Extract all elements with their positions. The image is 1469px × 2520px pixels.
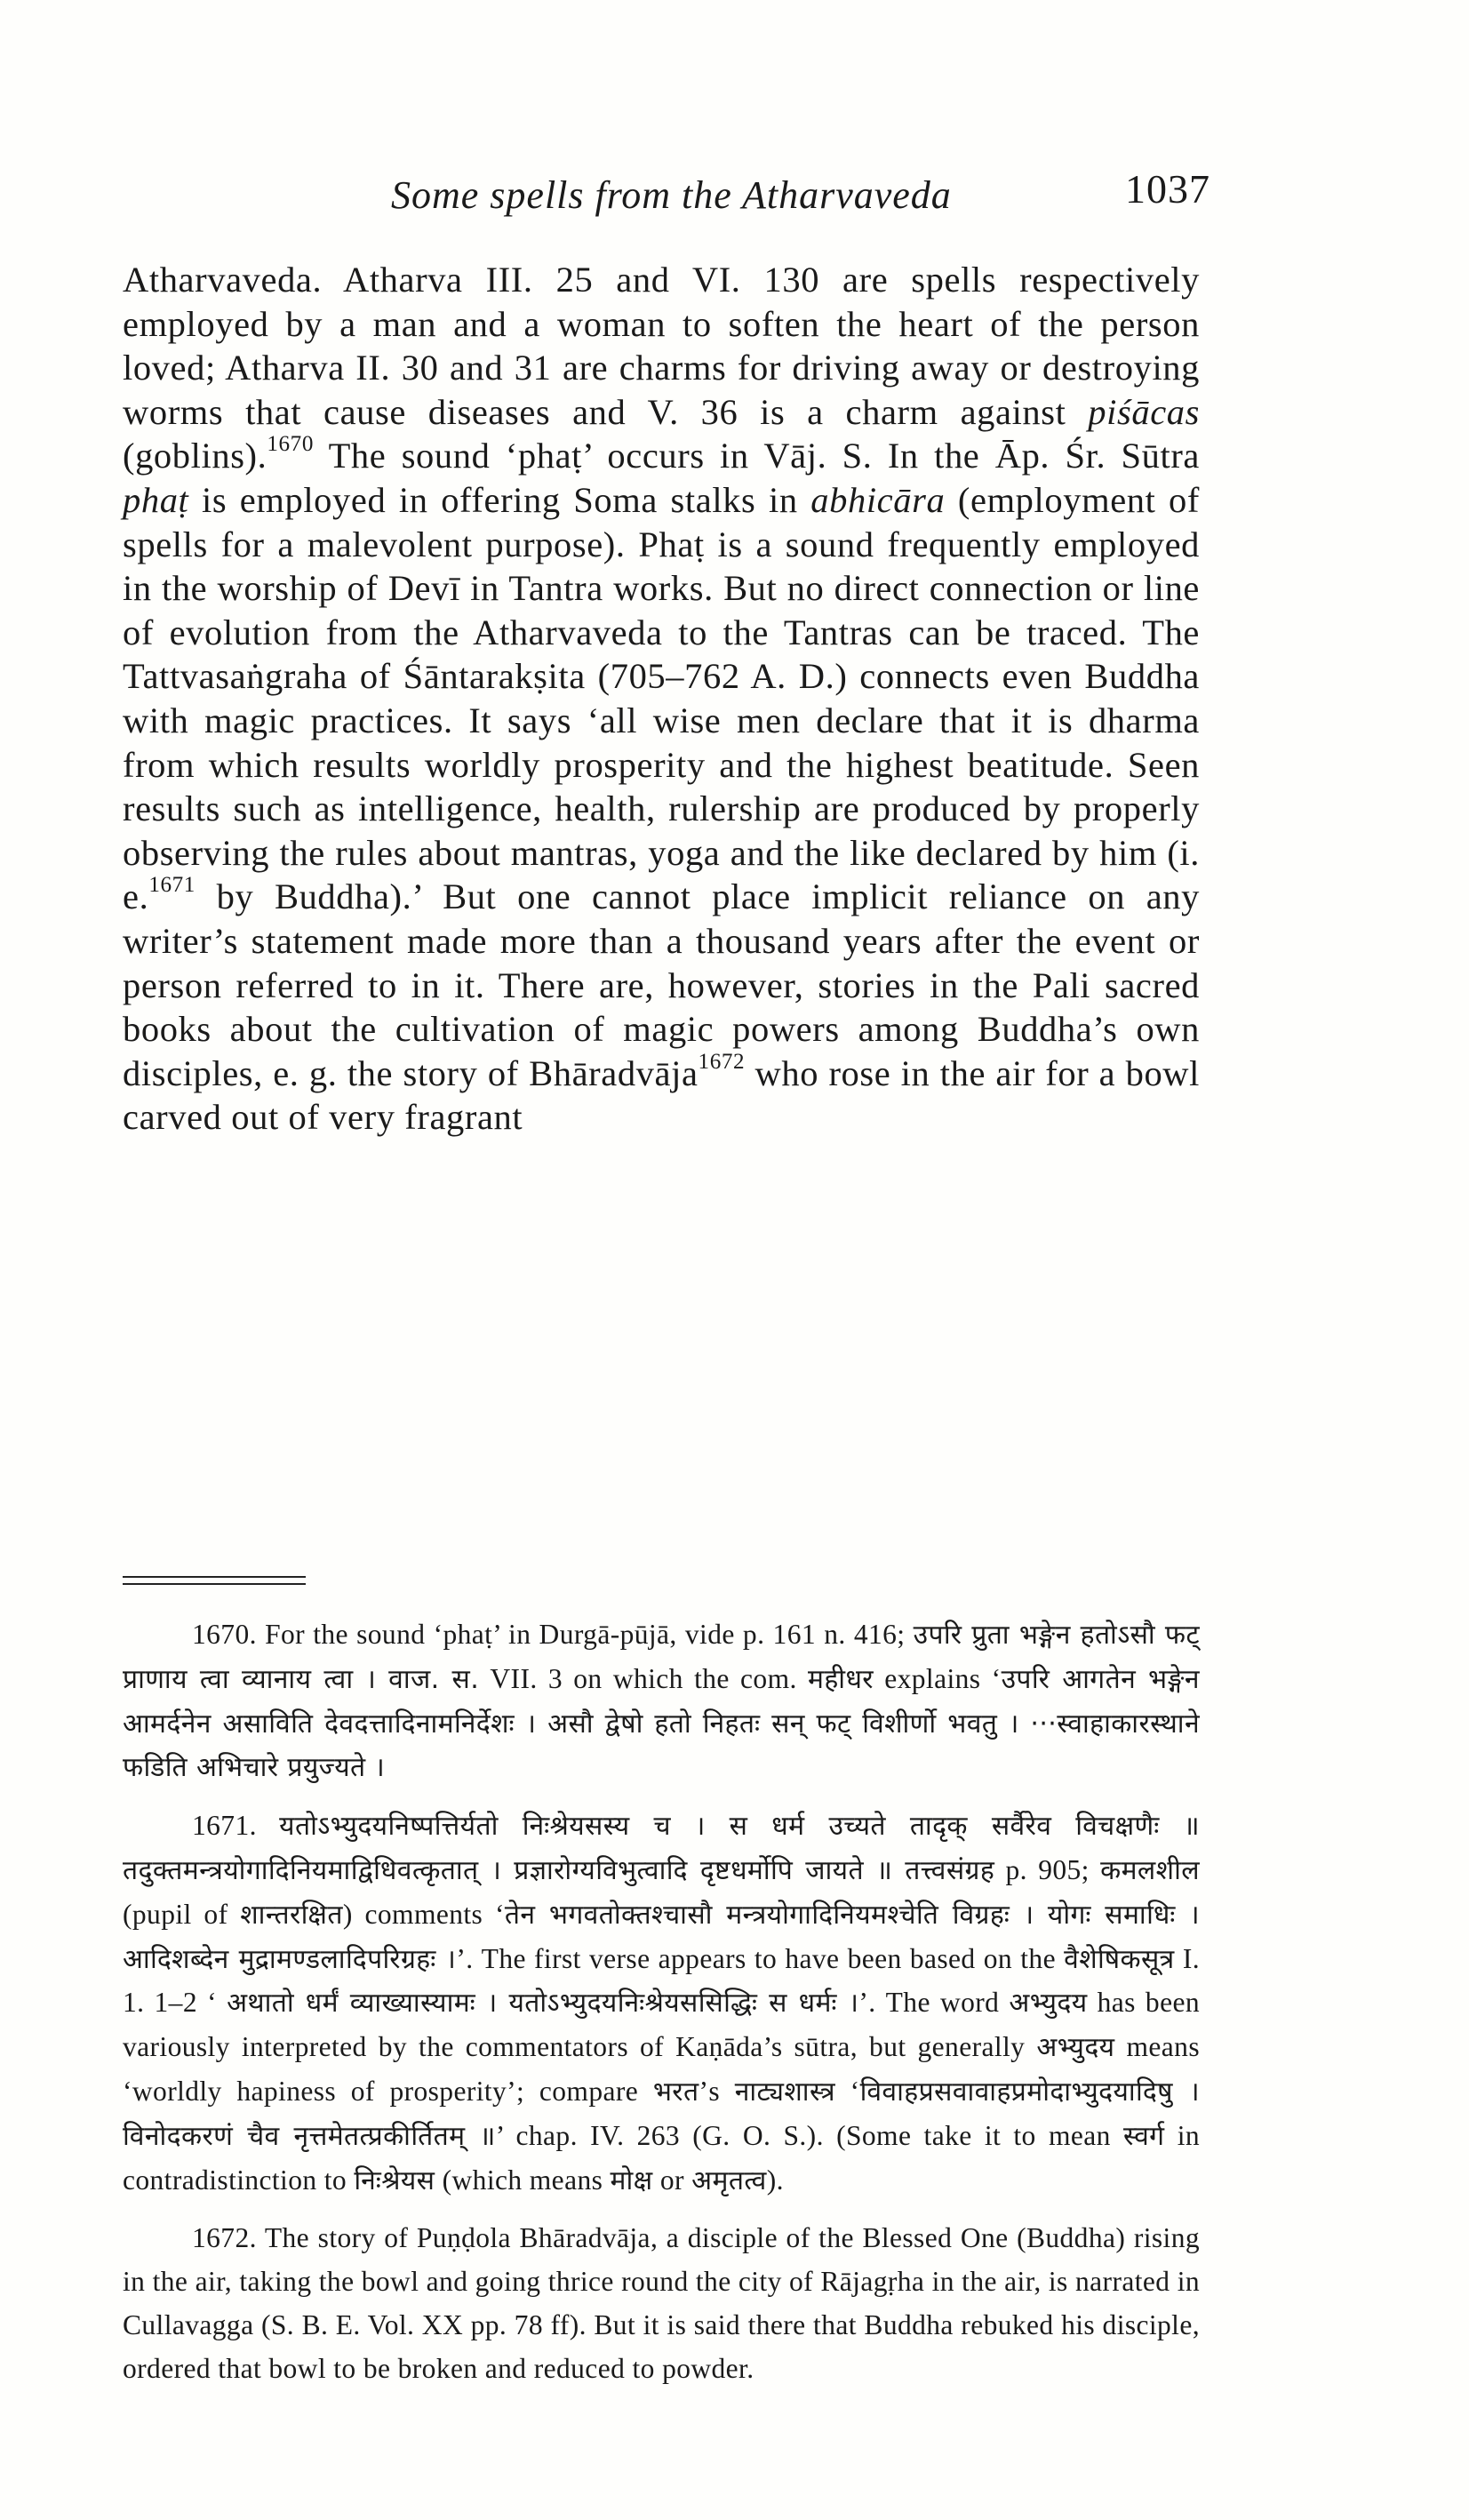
devanagari-text: शान्तरक्षित <box>240 1899 343 1931</box>
page-header <box>0 165 1469 228</box>
footnote-text: The story of Puṇḍola Bhāradvāja, a disciple of the Blessed One (Buddha) rising in the air, taking the bowl and going thrice round the city of Rājagṛha in the air, is narrated in Cullavagga (S. B. E. Vol. XX pp. 78 ff). But it is said there that Buddha rebuked his disciple, ordered that bowl to be broken and reduced to powder. <box>123 2222 1200 2384</box>
footnote-text: p. 905; <box>994 1853 1101 1885</box>
devanagari-text: अभ्युदय <box>1036 2032 1115 2064</box>
devanagari-text: अमृतत्व <box>691 2164 767 2196</box>
main-paragraph <box>123 258 1200 1140</box>
devanagari-text: तेन भगवतोक्तश्चासौ मन्त्रयोगादिनियमश्चेति विग्रहः । योगः समाधिः । आदिशब्देन मुद्रामण्डलादिपरिग्रहः । <box>123 1899 1200 1975</box>
footnote-text: ’. The first verse appears to have been based on the <box>456 1942 1065 1974</box>
footnote-text: ’s <box>699 2075 735 2107</box>
main-text <box>123 258 1200 1140</box>
devanagari-text: यतोऽभ्युदयनिष्पत्तिर्यतो निःश्रेयसस्य च । स धर्म उच्यते तादृक् सर्वैरेव विचक्षणैः ॥ तदुक्तमन्त्रयोगादिनियमाद्विधिवत्कृतात् । प्रज्ञारोग्यविभुत्वादि दृष्टधर्मोपि जायते ॥ तत्त्वसंग्रह <box>123 1811 1200 1886</box>
italic-term: abhicāra <box>810 479 946 520</box>
text-segment: (employment of spells for a malevolent purpose). Phaṭ is a sound frequently employed in the worship of Devī in Tantra works. But no direct connection or line of evolution from the Atharvaveda to the Tantras can be traced. The Tattvasaṅgraha of Śāntarakṣita (705–762 A. D.) connects even Buddha with magic practices. It says ‘all wise men declare that it is dharma from which results worldly prosperity and the highest beatitude. Seen results such as intelligence, health, rulership are produced by properly observing the rules about mantras, yoga and the like declared by him (i. e. <box>123 479 1200 917</box>
footnote-text: ) comments ‘ <box>342 1898 505 1930</box>
devanagari-text: वैशेषिकसूत्र <box>1064 1943 1175 1975</box>
text-segment: who rose in the air for a bowl carved out of very fragrant <box>123 1052 1201 1138</box>
devanagari-text: उपरि प्रुता भङ्गेन हतोऽसौ फट् प्राणाय त्वा व्यानाय त्वा । वाज. स. <box>123 1620 1200 1695</box>
footnote-number: 1672. <box>192 2222 257 2254</box>
footnotes <box>123 1613 1200 2405</box>
devanagari-text: निःश्रेयस <box>354 2164 435 2196</box>
footnote-text: (which means <box>435 2164 611 2196</box>
footnote-text: I. 1. 1–2 ‘ <box>123 1942 1201 2019</box>
footnote-number: 1671. <box>192 1810 257 1842</box>
footnote-divider-top <box>123 1576 306 1578</box>
footnote-ref-1672[interactable]: 1672 <box>698 1049 746 1074</box>
text-segment: The sound ‘phaṭ’ occurs in Vāj. S. In the Āp. Śr. Sūtra <box>314 436 1200 476</box>
devanagari-text: भरत <box>652 2076 699 2108</box>
footnote-text: VII. 3 on which the com. <box>479 1662 809 1694</box>
footnote-text: (pupil of <box>123 1898 241 1930</box>
devanagari-text: नाट्यशास्त्र <box>734 2076 835 2108</box>
text-segment: Atharvaveda. Atharva III. 25 and VI. 130 are spells respectively employed by a man and a woman to soften the heart of the person loved; Atharva II. 30 and 31 are charms for driving away or destroying worms that cause diseases and V. 36 is a charm against <box>123 260 1200 432</box>
devanagari-text: अभ्युदय <box>1009 1988 1088 2020</box>
footnote-text: ’ chap. IV. 263 (G. O. S.). (Some take it to mean <box>495 2119 1123 2151</box>
footnote-text: explains ‘ <box>873 1662 1002 1694</box>
footnote-divider-bottom <box>123 1583 306 1585</box>
devanagari-text: कमलशील <box>1100 1854 1200 1886</box>
footnote-text: has been variously interpreted by the commentators of Kaṇāda’s sūtra, but generally <box>123 1987 1200 2063</box>
footnote-ref-1670[interactable]: 1670 <box>267 432 314 457</box>
devanagari-text: अथातो धर्मं व्याख्यास्यामः । यतोऽभ्युदयनिःश्रेयससिद्धिः स धर्मः । <box>227 1988 859 2020</box>
italic-term: piśācas <box>1088 391 1200 432</box>
text-segment: by Buddha).’ But one cannot place implicit reliance on any writer’s statement made more than a thousand years after the event or person referred to in it. There are, however, stories in the Pali sacred books about the cultivation of magic powers among Buddha’s own disciples, e. g. the story of Bhāradvāja <box>123 876 1200 1093</box>
italic-term: phaṭ <box>123 479 189 520</box>
devanagari-text: मोक्ष <box>610 2164 653 2196</box>
footnote-ref-1671[interactable]: 1671 <box>148 873 196 898</box>
footnote-text: ‘ <box>835 2075 860 2107</box>
devanagari-text: उपरि आगतेन भङ्गेन आमर्दनेन असाविति देवदत्तादिनामनिर्देशः । असौ द्वेषो हतो निहतः सन् फट् विशीर्णो भवतु । ···स्वाहाकारस्थाने फडिति अभिचारे प्रयुज्यते । <box>123 1663 1200 1784</box>
footnote-text: or <box>652 2164 692 2196</box>
footnote-text: For the sound ‘phaṭ’ in Durgā-pūjā, vide p. 161 n. 416; <box>256 1619 914 1650</box>
devanagari-text: विवाहप्रसवावाहप्रमोदाभ्युदयादिषु । विनोदकरणं चैव नृत्तमेतत्प्रकीर्तितम् ॥ <box>123 2076 1200 2152</box>
footnote-text: means ‘worldly hapiness of prosperity’; compare <box>123 2031 1200 2107</box>
footnote-text: in contradistinction to <box>123 2119 1200 2196</box>
text-segment: is employed in offering Soma stalks in <box>188 479 811 520</box>
footnote-number: 1670. <box>192 1619 257 1650</box>
footnote-text: ’. The word <box>858 1987 1010 2019</box>
devanagari-text: स्वर्ग <box>1123 2120 1165 2152</box>
page-number: 1037 <box>1125 166 1210 212</box>
running-title: Some spells from the Atharvaveda <box>391 173 952 217</box>
footnote-1670 <box>123 1613 1200 1790</box>
text-segment: (goblins). <box>123 436 267 476</box>
devanagari-text: महीधर <box>808 1663 874 1695</box>
footnote-text: ). <box>766 2164 784 2196</box>
footnote-1672 <box>123 2217 1200 2390</box>
footnote-1671 <box>123 1804 1200 2203</box>
